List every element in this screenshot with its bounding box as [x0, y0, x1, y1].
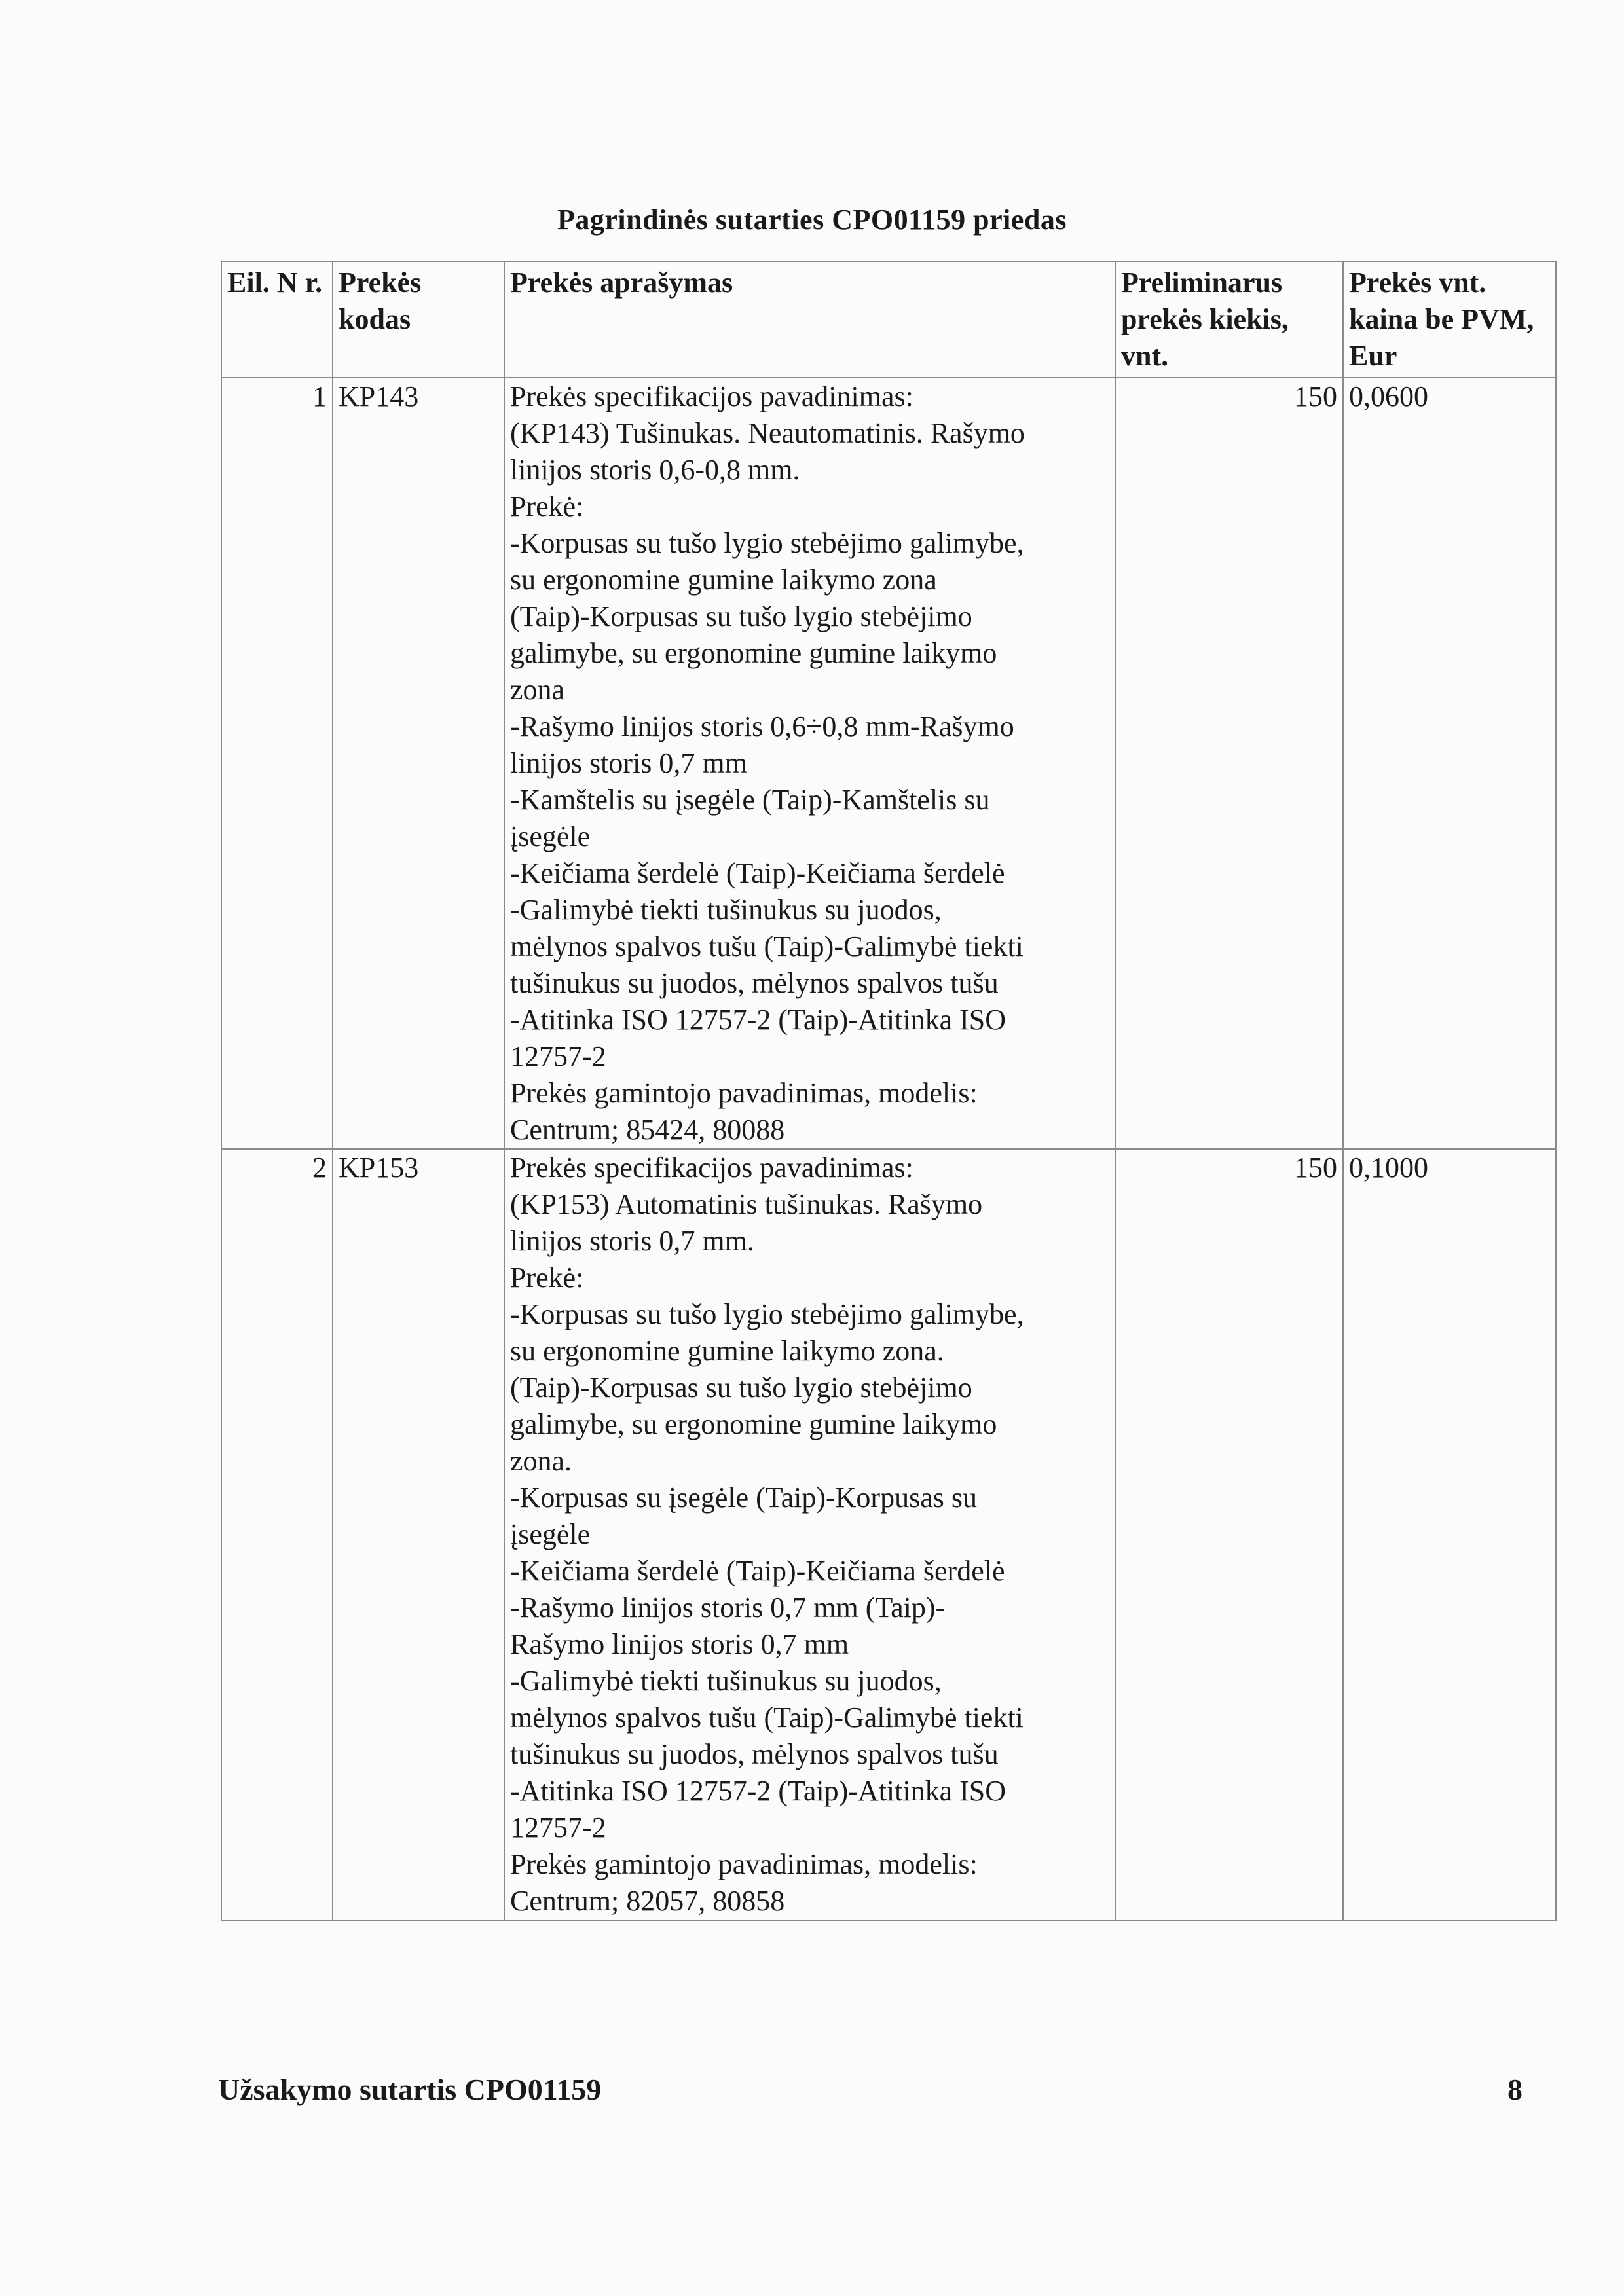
page-title: Pagrindinės sutarties CPO01159 priedas	[557, 204, 1067, 236]
description-line: galimybe, su ergonomine gumine laikymo	[510, 1408, 997, 1440]
unit-price-cell: 0,0600	[1343, 378, 1556, 1149]
description-line: tušinukus su juodos, mėlynos spalvos tušu	[510, 1738, 999, 1770]
table-row	[221, 378, 1556, 1149]
description-line: Rašymo linijos storis 0,7 mm	[510, 1628, 849, 1660]
description-line: tušinukus su juodos, mėlynos spalvos tušu	[510, 967, 999, 999]
description-line: (KP143) Tušinukas. Neautomatinis. Rašymo	[510, 417, 1025, 449]
description-line: linijos storis 0,6-0,8 mm.	[510, 454, 800, 486]
description-line: Prekės specifikacijos pavadinimas:	[510, 1152, 913, 1184]
description-line: Prekės specifikacijos pavadinimas:	[510, 380, 913, 412]
description-line: zona	[510, 674, 565, 706]
quantity-cell: 150	[1115, 378, 1343, 1149]
description-line: mėlynos spalvos tušu (Taip)-Galimybė tiekti	[510, 930, 1024, 962]
unit-price-cell: 0,1000	[1343, 1149, 1556, 1920]
item-code-cell: KP153	[333, 1149, 504, 1920]
description-line: (Taip)-Korpusas su tušo lygio stebėjimo	[510, 1372, 972, 1404]
description-line: 12757-2	[510, 1040, 606, 1072]
table-row	[221, 1149, 1556, 1920]
description-line: -Korpusas su tušo lygio stebėjimo galimybe,	[510, 1298, 1024, 1330]
description-line: Prekė:	[510, 1262, 584, 1294]
page-number: 8	[1507, 2073, 1522, 2106]
header-item-code: Prekės kodas	[333, 261, 504, 378]
description-line: -Korpusas su tušo lygio stebėjimo galimybe,	[510, 527, 1024, 559]
description-line: zona.	[510, 1445, 572, 1477]
table-header-row	[221, 261, 1556, 378]
description-line: -Galimybė tiekti tušinukus su juodos,	[510, 1665, 942, 1697]
description-line: Prekė:	[510, 490, 584, 522]
footer-contract-title: Užsakymo sutartis CPO01159	[218, 2073, 602, 2106]
specification-table	[221, 261, 1557, 1921]
description-line: -Korpusas su įsegėle (Taip)-Korpusas su	[510, 1482, 977, 1514]
header-unit-price: Prekės vnt. kaina be PVM, Eur	[1343, 261, 1556, 378]
description-line: 12757-2	[510, 1812, 606, 1844]
description-line: -Keičiama šerdelė (Taip)-Keičiama šerdelė	[510, 1555, 1005, 1587]
description-line: -Keičiama šerdelė (Taip)-Keičiama šerdelė	[510, 857, 1005, 889]
item-description-cell	[504, 378, 1115, 1149]
item-description-cell	[504, 1149, 1115, 1920]
table-body	[221, 378, 1556, 1920]
header-quantity: Preliminarus prekės kiekis, vnt.	[1115, 261, 1343, 378]
description-line: Centrum; 82057, 80858	[510, 1885, 785, 1917]
header-row-number: Eil. N r.	[221, 261, 333, 378]
description-line: -Atitinka ISO 12757-2 (Taip)-Atitinka ISO	[510, 1775, 1006, 1807]
row-number-cell: 2	[221, 1149, 333, 1920]
description-line: Prekės gamintojo pavadinimas, modelis:	[510, 1848, 978, 1880]
header-item-description: Prekės aprašymas	[504, 261, 1115, 378]
description-line: linijos storis 0,7 mm.	[510, 1225, 754, 1257]
description-line: -Rašymo linijos storis 0,7 mm (Taip)-	[510, 1592, 946, 1624]
quantity-cell: 150	[1115, 1149, 1343, 1920]
description-line: -Galimybė tiekti tušinukus su juodos,	[510, 894, 942, 926]
description-line: įsegėle	[510, 1518, 591, 1550]
description-line: Centrum; 85424, 80088	[510, 1114, 785, 1146]
description-line: (Taip)-Korpusas su tušo lygio stebėjimo	[510, 600, 972, 632]
description-line: galimybe, su ergonomine gumine laikymo	[510, 637, 997, 669]
description-line: Prekės gamintojo pavadinimas, modelis:	[510, 1077, 978, 1109]
description-line: mėlynos spalvos tušu (Taip)-Galimybė tiekti	[510, 1702, 1024, 1734]
description-line: su ergonomine gumine laikymo zona.	[510, 1335, 944, 1367]
description-line: -Rašymo linijos storis 0,6÷0,8 mm-Rašymo	[510, 710, 1014, 742]
description-line: (KP153) Automatinis tušinukas. Rašymo	[510, 1188, 983, 1220]
description-line: linijos storis 0,7 mm	[510, 747, 747, 779]
item-code-cell: KP143	[333, 378, 504, 1149]
description-line: -Kamštelis su įsegėle (Taip)-Kamštelis su	[510, 784, 990, 816]
description-line: -Atitinka ISO 12757-2 (Taip)-Atitinka ISO	[510, 1004, 1006, 1036]
row-number-cell: 1	[221, 378, 333, 1149]
description-line: su ergonomine gumine laikymo zona	[510, 564, 937, 596]
description-line: įsegėle	[510, 820, 591, 852]
